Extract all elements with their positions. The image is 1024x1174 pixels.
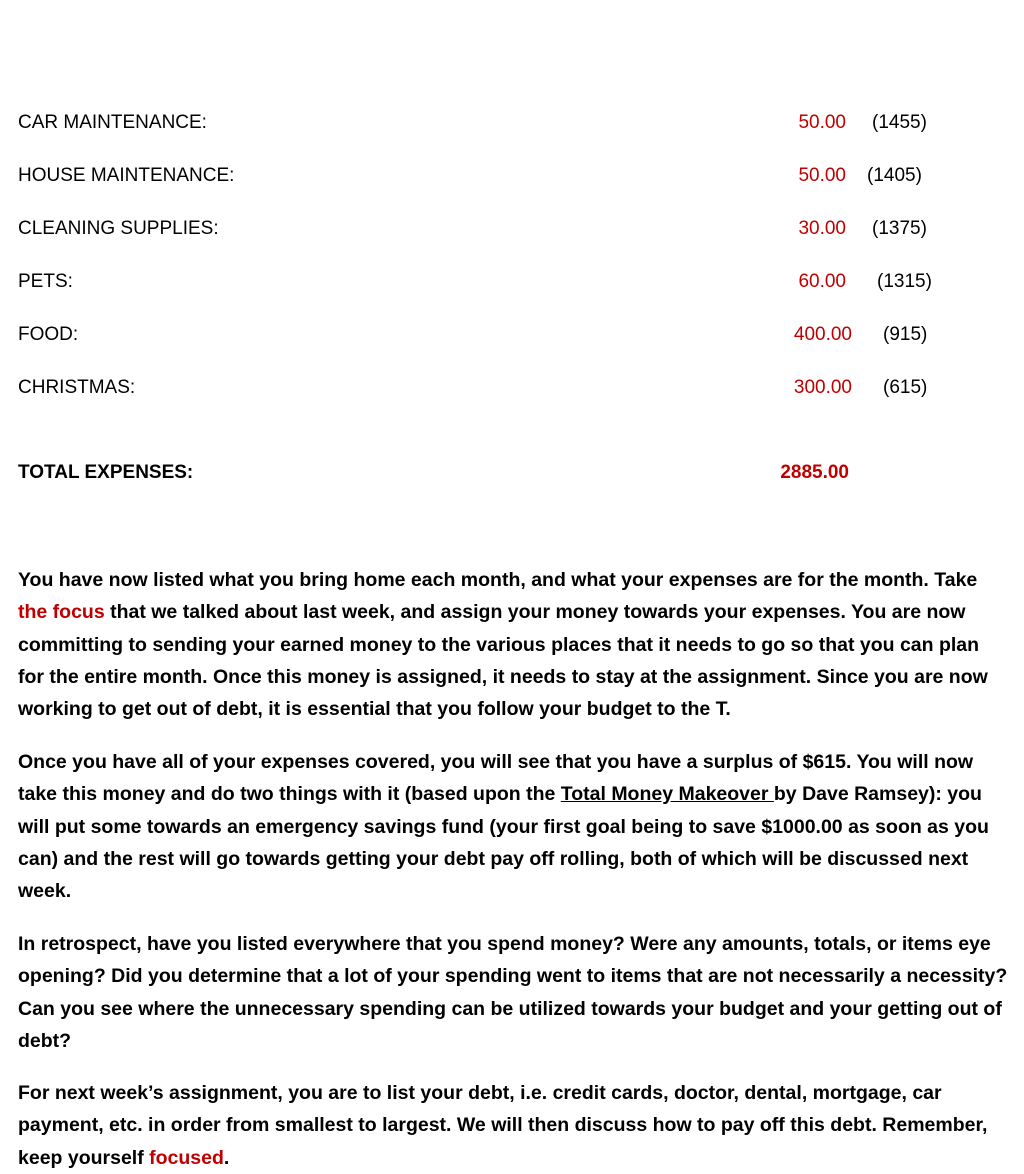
paragraph-retrospect xyxy=(18,928,1008,1057)
expense-label: CHRISTMAS: xyxy=(18,377,136,398)
expense-label: PETS: xyxy=(18,271,73,292)
book-title: Total Money Makeover xyxy=(560,783,774,806)
expense-amount: 50.00 xyxy=(798,165,846,186)
expense-remaining: (1455) xyxy=(872,112,927,133)
expense-label: FOOD: xyxy=(18,324,79,345)
paragraph-text: For next week’s assignment, you are to list your debt, i.e. credit cards, doctor, dental, mortgage, car payment, etc. in order from smallest to largest. We will then discuss how to pay off this debt. Remember, keep yourself xyxy=(18,1082,988,1169)
expense-label: CLEANING SUPPLIES: xyxy=(18,218,219,239)
paragraph-text: . xyxy=(223,1146,230,1169)
expense-remaining: (615) xyxy=(883,377,928,398)
expense-row-food xyxy=(18,324,1018,350)
expense-label: HOUSE MAINTENANCE: xyxy=(18,165,235,186)
expense-amount: 30.00 xyxy=(798,218,846,239)
total-label: TOTAL EXPENSES: xyxy=(18,462,194,483)
paragraph-text: You have now listed what you bring home each month, and what your expenses are for the month. Take xyxy=(18,569,978,591)
expense-row-car-maintenance xyxy=(18,112,1018,138)
expense-amount: 300.00 xyxy=(793,377,852,398)
paragraph-text: that we talked about last week, and assign your money towards your expenses. You are now committing to sending your earned money to the various places that it needs to go so that you can plan for the entire month. Once this money is assigned, it needs to stay at the assignment. Since you are now working to get out of debt, it is essential that you follow your budget to the T. xyxy=(18,601,988,721)
expense-amount: 50.00 xyxy=(798,112,846,133)
highlight-the-focus: the focus xyxy=(18,601,105,624)
expense-row-pets xyxy=(18,271,1018,297)
paragraph-budget-assignment xyxy=(18,564,1008,725)
paragraph-text: by Dave Ramsey): you will put some towards an emergency savings fund (your first goal being to save $1000.00 as soon as you can) and the rest will go towards getting your debt pay off rolling, both of which will be discussed next week. xyxy=(18,783,989,903)
paragraph-next-assignment xyxy=(18,1077,1008,1174)
expense-remaining: (1375) xyxy=(872,218,927,239)
expense-amount: 60.00 xyxy=(798,271,846,292)
highlight-focused: focused xyxy=(149,1146,224,1169)
expense-row-house-maintenance xyxy=(18,165,1018,191)
expense-remaining: (1405) xyxy=(867,165,922,186)
total-amount: 2885.00 xyxy=(780,462,849,483)
total-expenses-row xyxy=(18,462,1018,488)
expense-remaining: (1315) xyxy=(877,271,932,292)
expense-amount: 400.00 xyxy=(793,324,852,345)
paragraph-text: Once you have all of your expenses covered, you will see that you have a surplus of $615. You will now take this money and do two things with it (based upon the xyxy=(18,751,974,806)
expense-row-christmas xyxy=(18,377,1018,403)
paragraph-text: In retrospect, have you listed everywhere that you spend money? Were any amounts, totals, or items eye opening? Did you determine that a lot of your spending went to items that are not necessarily a necessity? Can you see where the unnecessary spending can be utilized towards your budget and your getting out of debt? xyxy=(18,933,1008,1052)
expense-label: CAR MAINTENANCE: xyxy=(18,112,207,133)
expense-row-cleaning-supplies xyxy=(18,218,1018,244)
expense-remaining: (915) xyxy=(883,324,928,345)
paragraph-surplus xyxy=(18,746,1008,907)
